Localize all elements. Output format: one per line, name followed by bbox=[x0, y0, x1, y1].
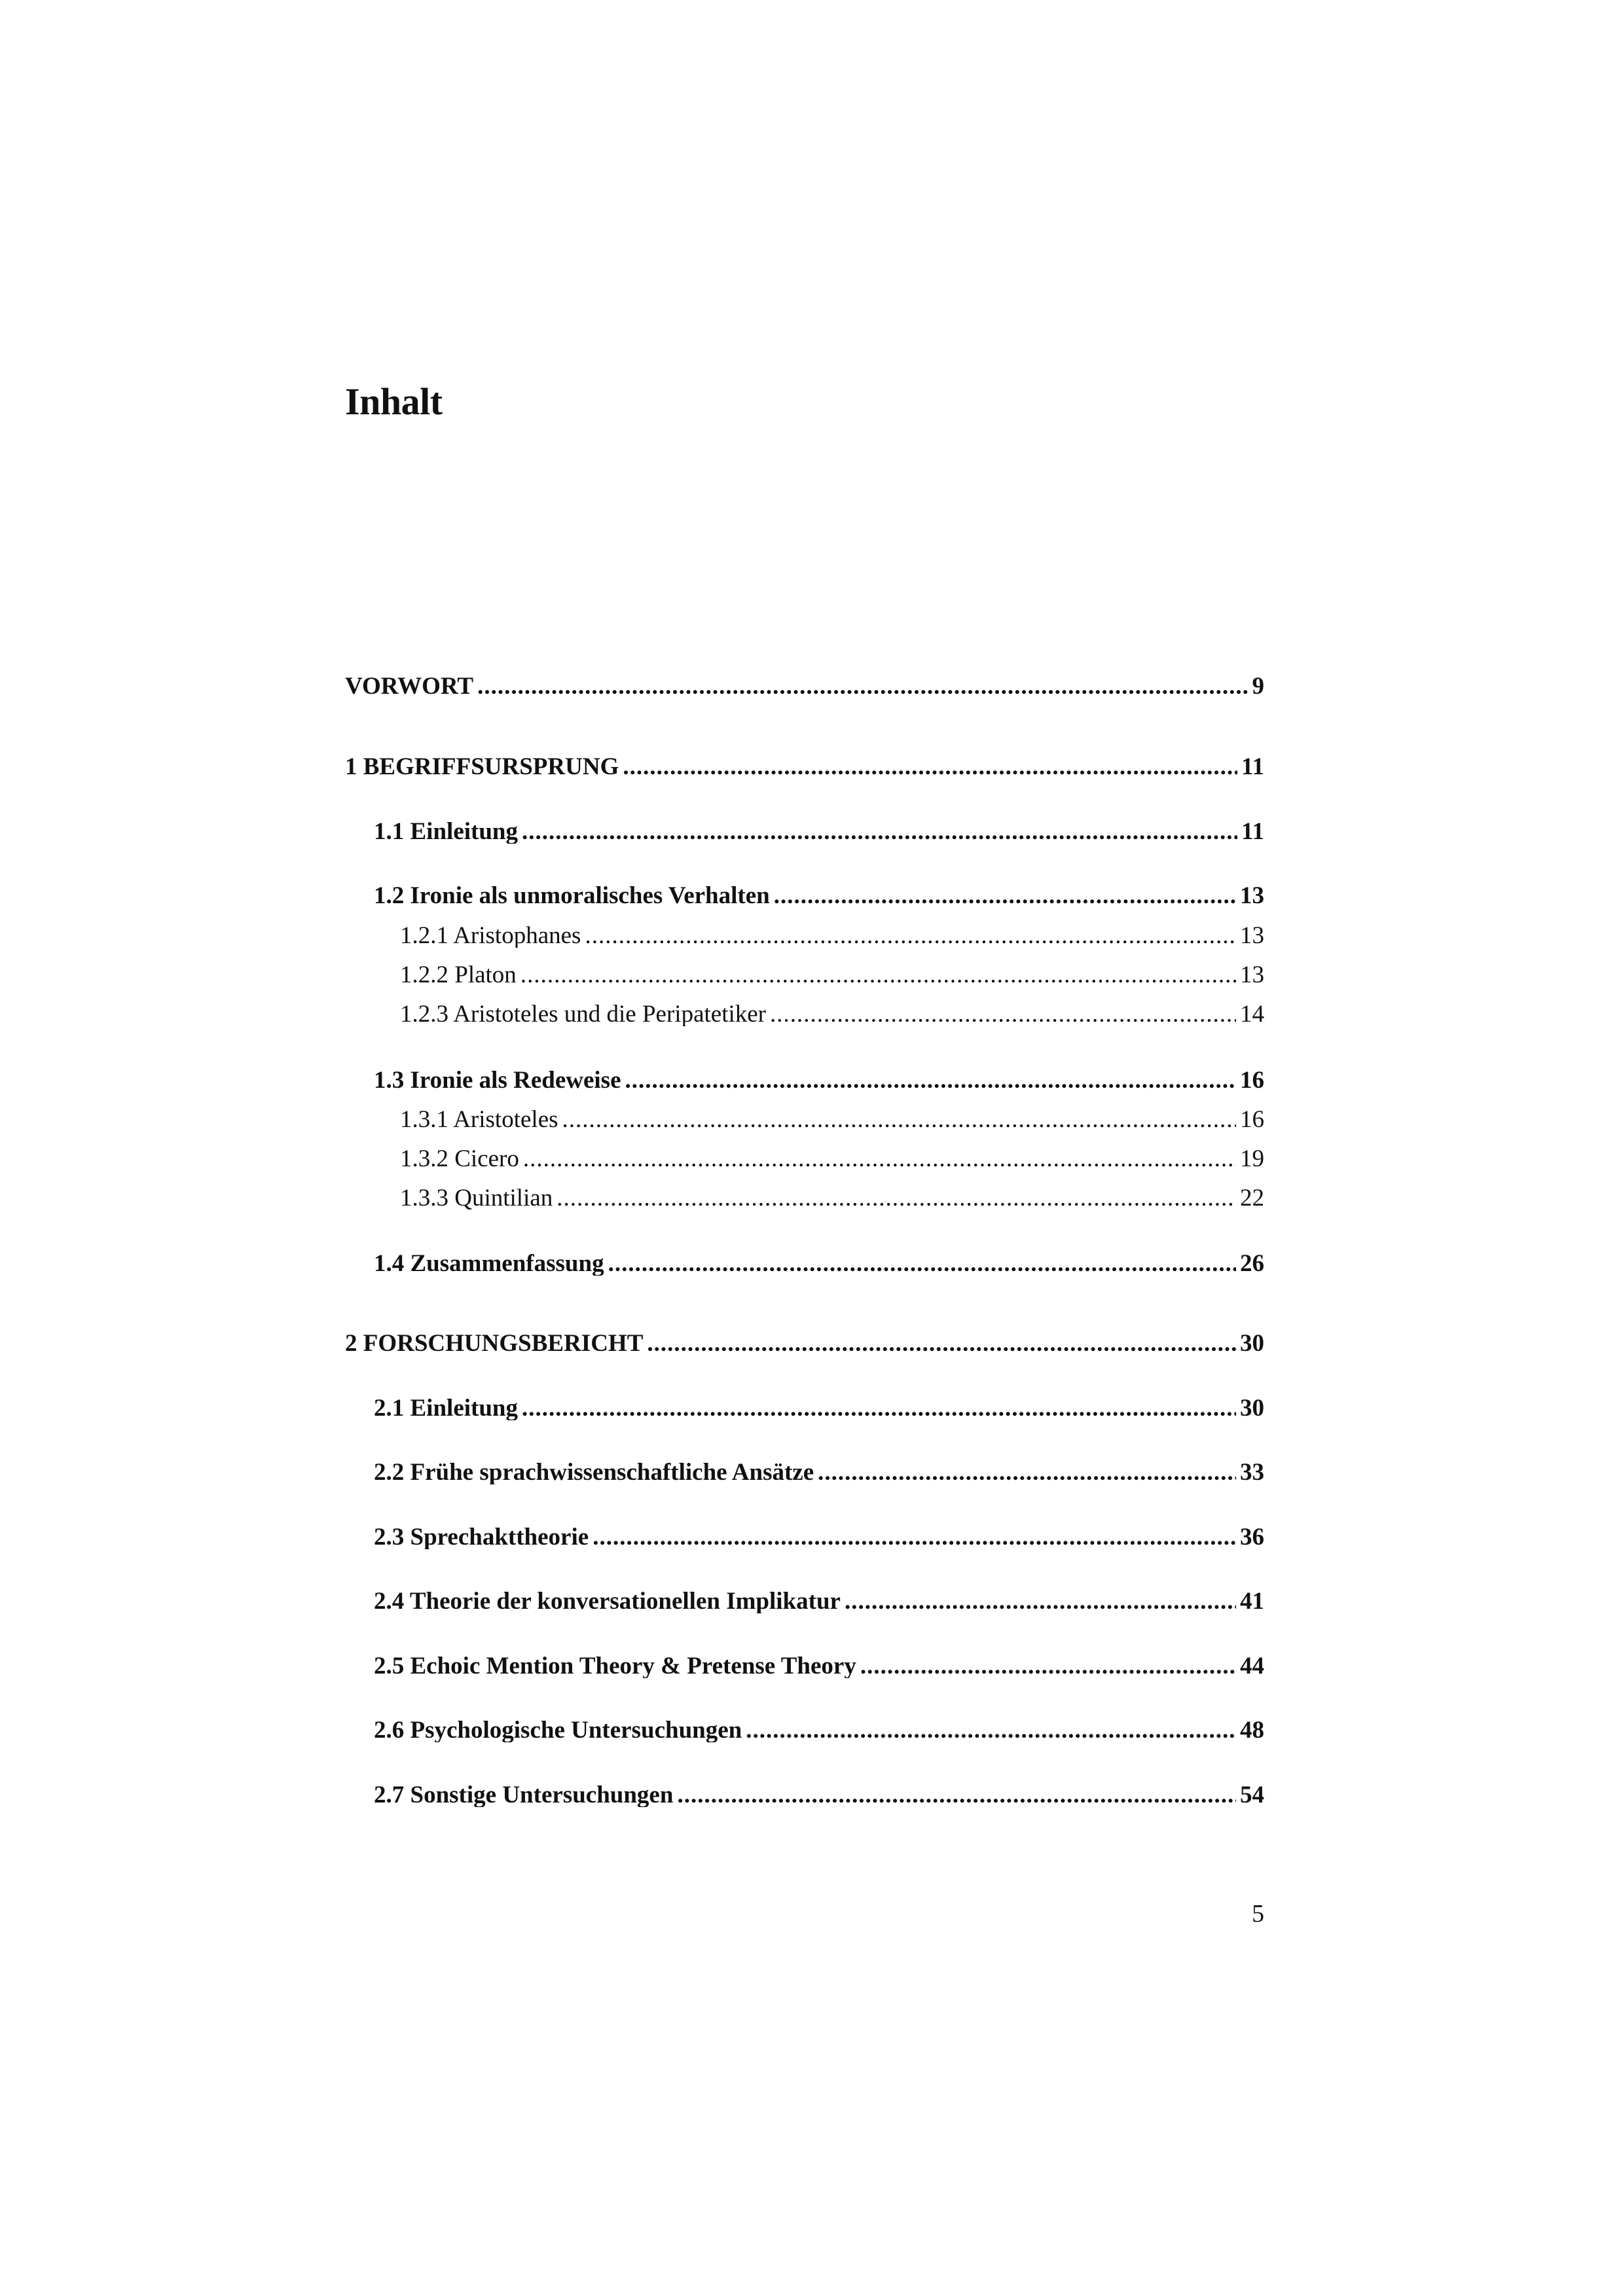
toc-dot-leader bbox=[562, 1107, 1236, 1132]
toc-entry-page: 33 bbox=[1240, 1460, 1264, 1484]
toc-entry-label: 1.2.3 Aristoteles und die Peripatetiker bbox=[400, 1002, 766, 1026]
toc-entry[interactable] bbox=[374, 819, 1264, 844]
toc-entry-label: 2.6 Psychologische Untersuchungen bbox=[374, 1718, 742, 1742]
toc-entry-page: 19 bbox=[1240, 1147, 1264, 1171]
toc-dot-leader bbox=[520, 963, 1236, 987]
toc-entry-page: 9 bbox=[1252, 674, 1264, 698]
toc-entry[interactable] bbox=[400, 1002, 1264, 1026]
toc-dot-leader bbox=[585, 924, 1236, 948]
toc-entry[interactable] bbox=[374, 884, 1264, 908]
toc-entry-page: 36 bbox=[1240, 1525, 1264, 1549]
toc-entry-page: 44 bbox=[1240, 1654, 1264, 1678]
toc-dot-leader bbox=[770, 1002, 1236, 1026]
toc-dot-leader bbox=[556, 1186, 1236, 1210]
toc-entry-page: 22 bbox=[1240, 1186, 1264, 1210]
toc-entry[interactable] bbox=[400, 924, 1264, 948]
toc-entry-label: 2.1 Einleitung bbox=[374, 1396, 518, 1420]
toc-entry-page: 16 bbox=[1240, 1107, 1264, 1132]
page-title: Inhalt bbox=[345, 380, 443, 423]
page-number: 5 bbox=[1252, 1900, 1264, 1928]
toc-entry-page: 26 bbox=[1240, 1251, 1264, 1276]
toc-entry[interactable] bbox=[374, 1589, 1264, 1613]
toc-entry-label: 1.3.2 Cicero bbox=[400, 1147, 519, 1171]
toc-entry-label: 1.2.2 Platon bbox=[400, 963, 517, 987]
toc-dot-leader bbox=[860, 1654, 1236, 1678]
toc-entry-label: 1.3 Ironie als Redeweise bbox=[374, 1068, 621, 1092]
toc-entry-label: 2.5 Echoic Mention Theory & Pretense Theory bbox=[374, 1654, 856, 1678]
toc-entry[interactable] bbox=[374, 1460, 1264, 1484]
toc-dot-leader bbox=[523, 1147, 1236, 1171]
toc-entry[interactable] bbox=[345, 755, 1264, 779]
toc-entry-page: 13 bbox=[1240, 924, 1264, 948]
toc-dot-leader bbox=[593, 1525, 1236, 1549]
toc-entry[interactable] bbox=[400, 1186, 1264, 1210]
toc-entry-label: 1.2 Ironie als unmoralisches Verhalten bbox=[374, 884, 770, 908]
toc-dot-leader bbox=[647, 1331, 1236, 1355]
toc-entry[interactable] bbox=[374, 1718, 1264, 1742]
toc-entry-page: 13 bbox=[1240, 884, 1264, 908]
toc-entry-label: 2.4 Theorie der konversationellen Implikatur bbox=[374, 1589, 841, 1613]
toc-entry-label: 2.7 Sonstige Untersuchungen bbox=[374, 1783, 674, 1807]
toc-dot-leader bbox=[522, 1396, 1236, 1420]
toc-entry-page: 11 bbox=[1241, 755, 1264, 779]
toc-dot-leader bbox=[608, 1251, 1236, 1276]
toc-entry[interactable] bbox=[374, 1525, 1264, 1549]
toc-entry-label: 1.3.1 Aristoteles bbox=[400, 1107, 558, 1132]
toc-entry-label: 1.2.1 Aristophanes bbox=[400, 924, 581, 948]
toc-entry-page: 16 bbox=[1240, 1068, 1264, 1092]
toc-entry-label: 2.2 Frühe sprachwissenschaftliche Ansätze bbox=[374, 1460, 814, 1484]
toc-entry-label: 1 BEGRIFFSURSPRUNG bbox=[345, 755, 619, 779]
toc-entry-page: 13 bbox=[1240, 963, 1264, 987]
toc-entry-label: 1.1 Einleitung bbox=[374, 819, 518, 844]
toc-dot-leader bbox=[818, 1460, 1236, 1484]
toc-entry-page: 30 bbox=[1240, 1396, 1264, 1420]
toc-entry[interactable] bbox=[374, 1251, 1264, 1276]
toc-entry[interactable] bbox=[374, 1068, 1264, 1092]
toc-entry-page: 11 bbox=[1241, 819, 1264, 844]
toc-dot-leader bbox=[623, 755, 1237, 779]
toc-entry[interactable] bbox=[345, 1331, 1264, 1355]
toc-entry-label: 2.3 Sprechakttheorie bbox=[374, 1525, 589, 1549]
toc-entry[interactable] bbox=[374, 1783, 1264, 1807]
toc-entry-label: 2 FORSCHUNGSBERICHT bbox=[345, 1331, 644, 1355]
toc-entry-page: 54 bbox=[1240, 1783, 1264, 1807]
toc-entry[interactable] bbox=[400, 1107, 1264, 1132]
toc-dot-leader bbox=[774, 884, 1236, 908]
toc-entry-page: 48 bbox=[1240, 1718, 1264, 1742]
toc-entry[interactable] bbox=[400, 963, 1264, 987]
toc-entry-label: VORWORT bbox=[345, 674, 474, 698]
toc-entry-page: 41 bbox=[1240, 1589, 1264, 1613]
toc-dot-leader bbox=[677, 1783, 1236, 1807]
toc-dot-leader bbox=[746, 1718, 1236, 1742]
toc-entry-page: 30 bbox=[1240, 1331, 1264, 1355]
toc-dot-leader bbox=[625, 1068, 1237, 1092]
toc-entry-label: 1.4 Zusammenfassung bbox=[374, 1251, 604, 1276]
toc-entry-page: 14 bbox=[1240, 1002, 1264, 1026]
toc-dot-leader bbox=[477, 674, 1248, 698]
toc-entry[interactable] bbox=[400, 1147, 1264, 1171]
toc-entry[interactable] bbox=[374, 1396, 1264, 1420]
toc-entry-label: 1.3.3 Quintilian bbox=[400, 1186, 553, 1210]
toc-dot-leader bbox=[522, 819, 1237, 844]
toc-dot-leader bbox=[845, 1589, 1236, 1613]
toc-entry[interactable] bbox=[345, 674, 1264, 698]
toc-entry[interactable] bbox=[374, 1654, 1264, 1678]
